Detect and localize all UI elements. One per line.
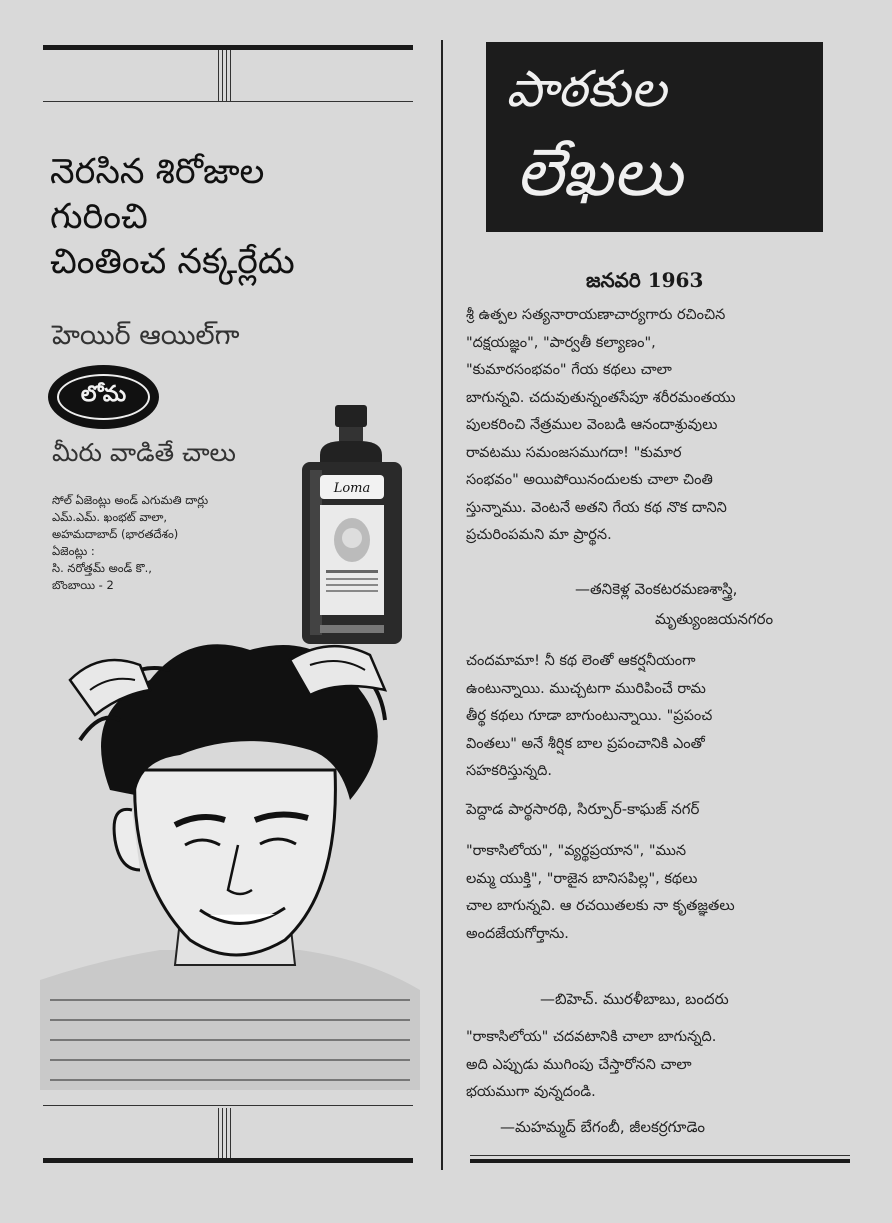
letter-signature: —తనికెళ్ల వెంకటరమణశాస్త్రి, [575,580,738,598]
letter-line: శ్రీ ఉత్పల సత్యనారాయణాచార్యగారు రచించిన [466,307,726,323]
right-bottom-rule-thick [470,1159,850,1163]
issue-date: జనవరి 1963 [586,268,704,292]
agents-line: సి. నరోత్తమ్ అండ్ కొ., [52,561,152,575]
letter-body [466,302,846,550]
letter-line: అది ఎప్పుడు ముగింపు చేస్తారోనని చాలా [466,1056,692,1073]
letter-line: రావటము సమంజసముగదా! "కుమార [466,444,682,461]
section-title-line2: లేఖలు [516,134,683,211]
ad-headline-line: నెరసిన శిరోజాల [50,152,265,192]
letter-line: అందజేయగోర్తాను. [466,925,569,942]
letter-place: మృత్యుంజయనగరం [655,610,774,628]
letter-line: తీర్థ కథలు గూడా బాగుంటున్నాయి. "ప్రపంచ [466,708,713,724]
letter-line: చాల బాగున్నవి. ఆ రచయితలకు నా కృతజ్ఞతలు [466,898,735,914]
top-rule-thin [43,101,413,102]
ad-tagline: మీరు వాడితే చాలు [52,438,236,467]
ad-headline [50,150,430,285]
letter-line: స్తున్నాము. వెంటనే అతని గేయ కథ నొక దానిని [466,499,727,516]
letter-line: ఉంటున్నాయి. ముచ్చటగా మురిపించే రామ [466,680,706,697]
man-illustration [40,620,420,1090]
agents-line: అహమదాబాద్ (భారతదేశం) [52,527,179,541]
letter-line: "రాకాసిలోయ" చదవటానికి చాలా బాగున్నది. [466,1029,717,1045]
agents-line: ఎమ్.ఎమ్. ఖంభట్ వాలా, [52,510,168,524]
letter-line: వింతలు" అనే శీర్షిక బాల ప్రపంచానికి ఎంతో [466,735,705,752]
bottle-label: Loma [333,481,371,496]
right-bottom-rule-thin [470,1155,850,1156]
section-title-line1: పాఠకుల [506,60,667,118]
letter-body [466,1024,846,1107]
column-divider [441,40,443,1170]
letter-body [466,838,846,948]
bottom-ornament [218,1108,234,1158]
brand-logo-text: లోమ [57,374,150,420]
letter-line: సంభవం" అయిపోయినందులకు చాలా చింతి [466,472,713,488]
letter-line: పులకరించి నేత్రముల వెంబడి ఆనందాశ్రువులు [466,417,718,433]
agents-line: బొంబాయి - 2 [52,578,114,592]
hair-oil-bottle-image [290,400,415,650]
letter-line: "రాకాసిలోయ", "వ్యర్థప్రయాన", "మున [466,843,687,859]
letter-line: ప్రచురింపమని మా ప్రార్థన. [466,527,612,543]
letter-line: లమ్మ యుక్తి", "రాజైన బానిసపిల్ల", కథలు [466,870,698,887]
letter-body [466,648,846,786]
ad-headline-line: గురించి [50,197,148,237]
letter-line: భయముగా వున్నదండి. [466,1084,596,1100]
letter-line: బాగున్నవి. చదువుతున్నంతసేపూ శరీరమంతయు [466,389,736,406]
agents-line: ఏజెంట్లు : [52,544,95,558]
agents-line: సోల్ ఏజెంట్లు అండ్ ఎగుమతి దార్లు [52,493,209,507]
letter-signature: —మహమ్మద్ బేగంబీ, జీలకర్రగూడెం [500,1118,705,1136]
ad-headline-line: చింతించ నక్కర్లేదు [50,242,295,282]
brand-logo [48,365,159,429]
agents-block [52,492,292,594]
section-title-box [486,42,823,232]
top-ornament [218,50,234,102]
bottom-rule-thin [43,1105,413,1106]
letter-line: సహకరిస్తున్నది. [466,763,552,779]
bottom-rule-thick [43,1158,413,1163]
letter-signature: —బిహెచ్. మురళీబాబు, బందరు [540,990,729,1008]
letter-signature: పెద్దాడ పార్థసారథి, సిర్పూర్-కాఘజ్ నగర్ [466,800,700,818]
letter-line: చందమామా! నీ కథ లెంతో ఆకర్షనీయంగా [466,653,696,669]
letter-line: "దక్షయజ్ఞం", "పార్వతీ కల్యాణం", [466,334,656,351]
ad-subheadline: హెయిర్ ఆయిల్‌గా [52,320,240,351]
letter-line: "కుమారసంభవం" గేయ కథలు చాలా [466,362,672,378]
